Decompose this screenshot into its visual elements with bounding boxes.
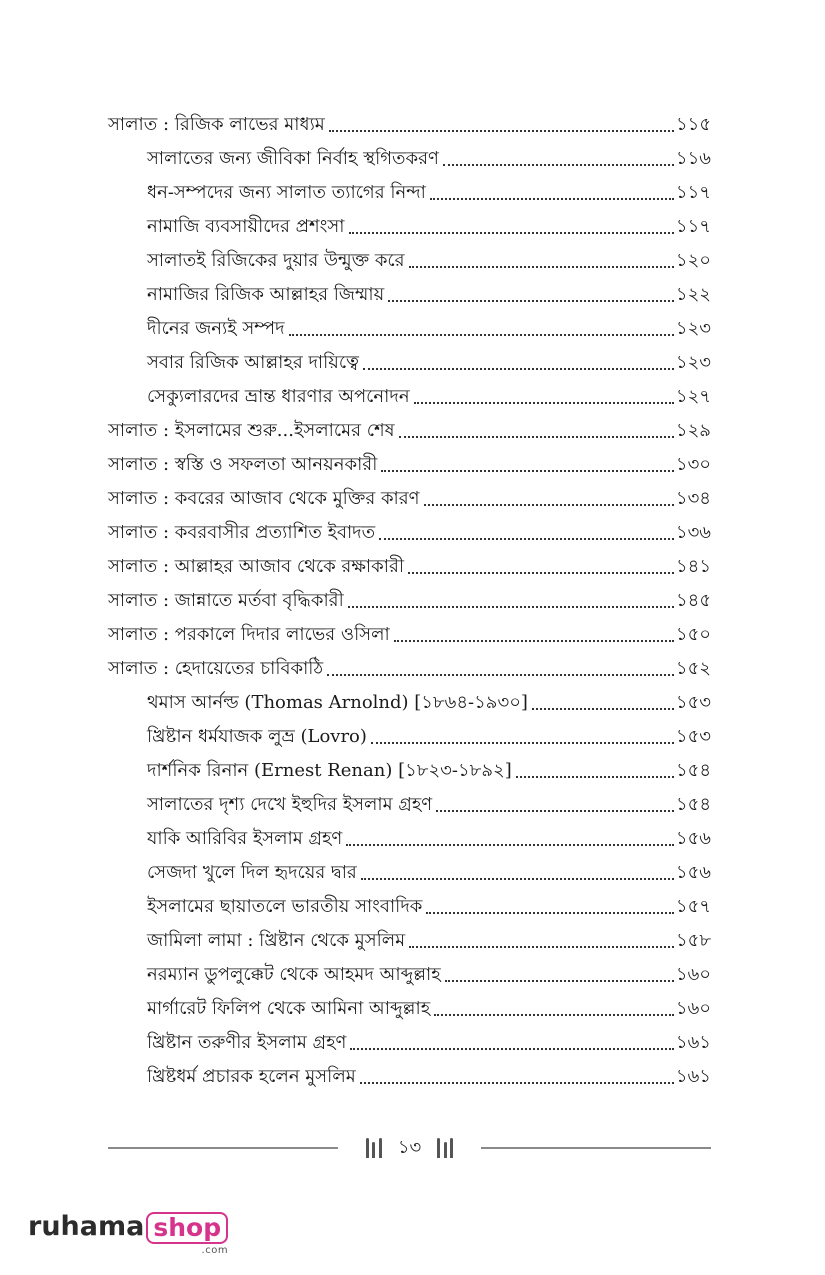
toc-entry-page: ১১৫ bbox=[675, 114, 711, 135]
toc-entry-title: নামাজি ব্যবসায়ীদের প্রশংসা bbox=[147, 216, 345, 237]
toc-entry-page: ১১৭ bbox=[675, 182, 711, 203]
toc-entry-page: ১৬১ bbox=[675, 1066, 711, 1087]
toc-entry bbox=[147, 312, 711, 346]
toc-entry bbox=[108, 448, 711, 482]
toc-entry-page: ১৫২ bbox=[675, 658, 711, 679]
toc-entry-title: খ্রিষ্টধর্ম প্রচারক হলেন মুসলিম bbox=[147, 1066, 356, 1087]
toc-entry bbox=[108, 414, 711, 448]
toc-entry-page: ১৪৫ bbox=[675, 590, 711, 611]
toc-dot-leader bbox=[360, 1081, 674, 1084]
toc-dot-leader bbox=[430, 197, 674, 200]
toc-entry-title: সালাত : জান্নাতে মর্তবা বৃদ্ধিকারী bbox=[108, 590, 344, 611]
toc-entry bbox=[147, 278, 711, 312]
toc-dot-leader bbox=[532, 707, 674, 710]
toc-entry bbox=[147, 142, 711, 176]
toc-entry-page: ১৫৭ bbox=[675, 896, 711, 917]
toc-entry-page: ১১৬ bbox=[675, 148, 711, 169]
toc-entry-title: ইসলামের ছায়াতলে ভারতীয় সাংবাদিক bbox=[147, 896, 423, 917]
toc-entry-page: ১২০ bbox=[675, 250, 711, 271]
toc-entry-title: জামিলা লামা : খ্রিষ্টান থেকে মুসলিম bbox=[147, 930, 406, 951]
toc-entry bbox=[147, 380, 711, 414]
toc-entry bbox=[147, 1060, 711, 1094]
toc-entry-title: থমাস আর্নল্ড (Thomas Arnolnd) [১৮৬৪-১৯৩০] bbox=[147, 692, 528, 713]
toc-entry-title: দার্শনিক রিনান (Ernest Renan) [১৮২৩-১৮৯২] bbox=[147, 760, 512, 781]
toc-entry bbox=[108, 652, 711, 686]
toc-entry-title: সালাতের দৃশ্য দেখে ইহুদির ইসলাম গ্রহণ bbox=[147, 794, 433, 815]
brand-secondary-text: shop bbox=[146, 1212, 228, 1244]
brand-watermark bbox=[28, 1210, 228, 1260]
brand-primary-text: ruhama bbox=[28, 1211, 145, 1242]
toc-entry bbox=[147, 992, 711, 1026]
toc-dot-leader bbox=[346, 843, 674, 846]
toc-entry bbox=[147, 856, 711, 890]
toc-dot-leader bbox=[327, 673, 674, 676]
toc-entry-title: সালাত : পরকালে দিদার লাভের ওসিলা bbox=[108, 624, 390, 645]
page-footer bbox=[108, 1133, 711, 1163]
toc-entry-title: সালাতের জন্য জীবিকা নির্বাহ স্থগিতকরণ bbox=[147, 148, 439, 169]
toc-entry bbox=[147, 958, 711, 992]
toc-dot-leader bbox=[443, 163, 674, 166]
toc-entry-title: সালাত : ইসলামের শুরু...ইসলামের শেষ bbox=[108, 420, 395, 441]
toc-dot-leader bbox=[414, 401, 674, 404]
toc-entry bbox=[147, 686, 711, 720]
toc-entry-page: ১৫৬ bbox=[675, 828, 711, 849]
toc-entry-page: ১৫৩ bbox=[675, 726, 711, 747]
toc-entry-title: সবার রিজিক আল্লাহর দায়িত্বে bbox=[147, 352, 359, 373]
toc-entry-page: ১৩০ bbox=[675, 454, 711, 475]
brand-shop-group bbox=[144, 1210, 228, 1256]
toc-dot-leader bbox=[371, 741, 674, 744]
toc-entry bbox=[147, 720, 711, 754]
toc-dot-leader bbox=[381, 469, 674, 472]
toc-dot-leader bbox=[289, 333, 674, 336]
toc-dot-leader bbox=[424, 503, 674, 506]
toc-entry-title: দীনের জন্যই সম্পদ bbox=[147, 318, 285, 339]
toc-entry bbox=[147, 924, 711, 958]
toc-entry bbox=[108, 618, 711, 652]
toc-entry-title: সেক্যুলারদের ভ্রান্ত ধারণার অপনোদন bbox=[147, 386, 410, 407]
toc-entry bbox=[147, 890, 711, 924]
toc-dot-leader bbox=[349, 231, 674, 234]
toc-entry-page: ১৫০ bbox=[675, 624, 711, 645]
toc-entry-title: সালাত : আল্লাহর আজাব থেকে রক্ষাকারী bbox=[108, 556, 404, 577]
toc-entry-title: সালাত : স্বস্তি ও সফলতা আনয়নকারী bbox=[108, 454, 378, 475]
toc-entry-page: ১২৭ bbox=[675, 386, 711, 407]
toc-entry-title: নামাজির রিজিক আল্লাহর জিম্মায় bbox=[147, 284, 385, 305]
toc-entry bbox=[108, 550, 711, 584]
toc-entry bbox=[108, 584, 711, 618]
toc-entry-title: খ্রিষ্টান ধর্মযাজক লুভ্র (Lovro) bbox=[147, 726, 367, 747]
toc-entry-page: ১৫৮ bbox=[675, 930, 711, 951]
toc-entry-title: সালাত : হেদায়েতের চাবিকাঠি bbox=[108, 658, 324, 679]
toc-dot-leader bbox=[350, 1047, 674, 1050]
toc-entry-page: ১৪১ bbox=[675, 556, 711, 577]
toc-dot-leader bbox=[348, 605, 674, 608]
toc-entry-page: ১৫৬ bbox=[675, 862, 711, 883]
toc-dot-leader bbox=[399, 435, 674, 438]
table-of-contents bbox=[0, 108, 825, 1094]
toc-dot-leader bbox=[409, 265, 674, 268]
triple-bar-ornament-icon bbox=[366, 1138, 382, 1158]
toc-dot-leader bbox=[363, 367, 674, 370]
toc-entry-title: ধন-সম্পদের জন্য সালাত ত্যাগের নিন্দা bbox=[147, 182, 426, 203]
toc-entry bbox=[108, 108, 711, 142]
toc-entry bbox=[147, 346, 711, 380]
toc-entry-title: সেজদা খুলে দিল হৃদয়ের দ্বার bbox=[147, 862, 357, 883]
toc-entry-title: সালাতই রিজিকের দুয়ার উন্মুক্ত করে bbox=[147, 250, 405, 271]
toc-entry bbox=[147, 244, 711, 278]
toc-dot-leader bbox=[361, 877, 674, 880]
toc-entry-page: ১৫৩ bbox=[675, 692, 711, 713]
toc-entry-title: নরম্যান ডুপলুক্কেট থেকে আহমদ আব্দুল্লাহ bbox=[147, 964, 441, 985]
toc-entry-title: সালাত : কবরের আজাব থেকে মুক্তির কারণ bbox=[108, 488, 420, 509]
page-number: ১৩ bbox=[397, 1136, 422, 1158]
toc-dot-leader bbox=[426, 911, 674, 914]
toc-entry-title: সালাত : কবরবাসীর প্রত্যাশিত ইবাদত bbox=[108, 522, 376, 543]
toc-entry-page: ১৫৪ bbox=[675, 760, 711, 781]
toc-dot-leader bbox=[516, 775, 674, 778]
toc-entry-page: ১২৯ bbox=[675, 420, 711, 441]
toc-entry-title: সালাত : রিজিক লাভের মাধ্যম bbox=[108, 114, 325, 135]
brand-domain-text: .com bbox=[201, 1245, 229, 1256]
toc-dot-leader bbox=[409, 945, 674, 948]
toc-entry bbox=[147, 176, 711, 210]
toc-entry bbox=[147, 754, 711, 788]
toc-dot-leader bbox=[436, 809, 674, 812]
toc-entry-page: ১৩৪ bbox=[675, 488, 711, 509]
toc-dot-leader bbox=[388, 299, 674, 302]
toc-entry-page: ১৬০ bbox=[675, 964, 711, 985]
toc-entry-page: ১৫৪ bbox=[675, 794, 711, 815]
toc-entry-page: ১৩৬ bbox=[675, 522, 711, 543]
toc-entry bbox=[147, 210, 711, 244]
toc-entry-title: যাকি আরিবির ইসলাম গ্রহণ bbox=[147, 828, 343, 849]
triple-bar-ornament-icon bbox=[437, 1138, 453, 1158]
footer-rule-right bbox=[481, 1147, 711, 1149]
toc-entry-page: ১২৩ bbox=[675, 318, 711, 339]
toc-entry bbox=[108, 516, 711, 550]
toc-entry bbox=[147, 1026, 711, 1060]
toc-dot-leader bbox=[445, 979, 674, 982]
toc-dot-leader bbox=[434, 1013, 674, 1016]
toc-dot-leader bbox=[394, 639, 674, 642]
toc-entry-page: ১২২ bbox=[675, 284, 711, 305]
toc-entry bbox=[108, 482, 711, 516]
toc-dot-leader bbox=[379, 537, 674, 540]
toc-entry-page: ১৬১ bbox=[675, 1032, 711, 1053]
toc-entry-title: খ্রিষ্টান তরুণীর ইসলাম গ্রহণ bbox=[147, 1032, 347, 1053]
footer-rule-left bbox=[108, 1147, 338, 1149]
toc-dot-leader bbox=[408, 571, 674, 574]
toc-entry bbox=[147, 822, 711, 856]
toc-entry-title: মার্গারেট ফিলিপ থেকে আমিনা আব্দুল্লাহ bbox=[147, 998, 431, 1019]
toc-entry-page: ১৬০ bbox=[675, 998, 711, 1019]
toc-entry-page: ১১৭ bbox=[675, 216, 711, 237]
toc-dot-leader bbox=[329, 129, 674, 132]
toc-entry-page: ১২৩ bbox=[675, 352, 711, 373]
toc-entry bbox=[147, 788, 711, 822]
